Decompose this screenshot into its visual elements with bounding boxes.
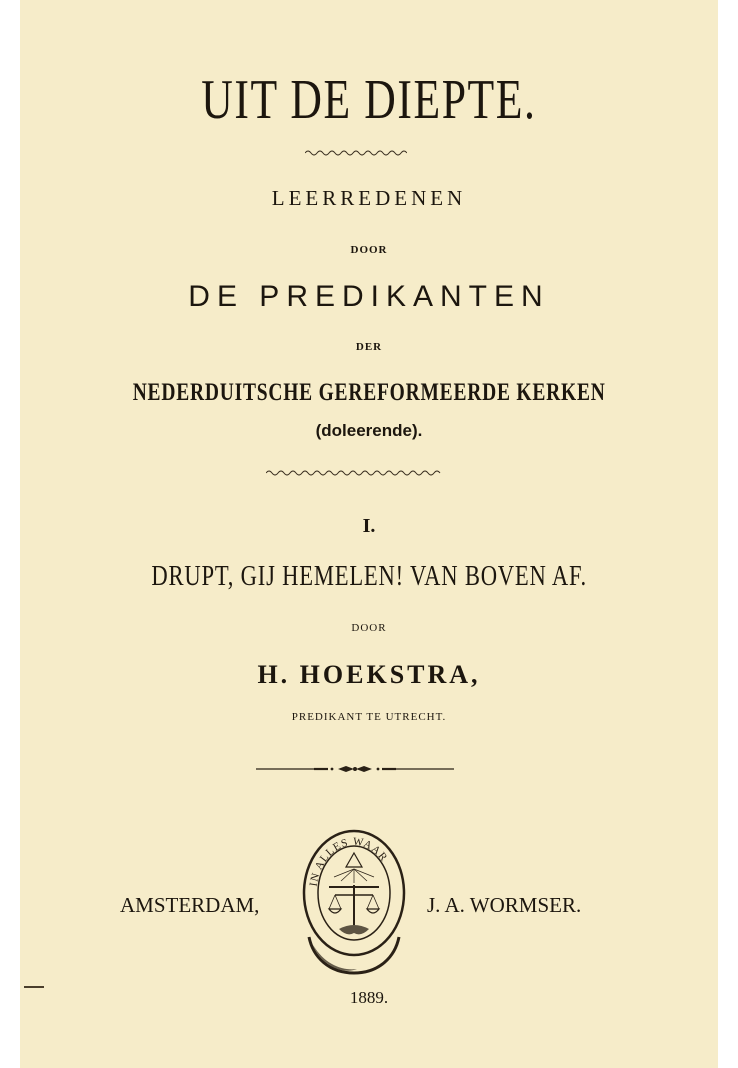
emblem-motto: IN ALLES WAAR [307,835,391,888]
author-role: PREDIKANT TE UTRECHT. [291,711,447,723]
margin-mark [24,986,44,988]
wavy-rule-ornament [305,148,407,158]
church-qualifier: (doleerende). [315,421,423,440]
publication-year: 1889. [349,988,389,1007]
publisher: J. A. WORMSER. [427,893,582,917]
author-name: H. HOEKSTRA, [257,660,481,689]
volume-number: I. [362,515,376,537]
by-label: DOOR [350,244,388,256]
wavy-rule-ornament-long [266,468,442,478]
group-name: DE PREDIKANTEN [188,280,550,313]
city: AMSTERDAM, [120,893,260,917]
publisher-emblem-icon [299,825,409,977]
subtitle-leerredenen: LEERREDENEN [271,186,467,210]
dash-dot-ornament [256,762,454,776]
church-name: NEDERDUITSCHE GEREFORMEERDE KERKEN [132,379,606,406]
sermon-title: DRUPT, GIJ HEMELEN! VAN BOVEN AF. [151,560,587,592]
by-label-2: DOOR [351,622,387,634]
of-label: DER [355,341,383,353]
book-title: UIT DE DIEPTE. [201,69,537,131]
